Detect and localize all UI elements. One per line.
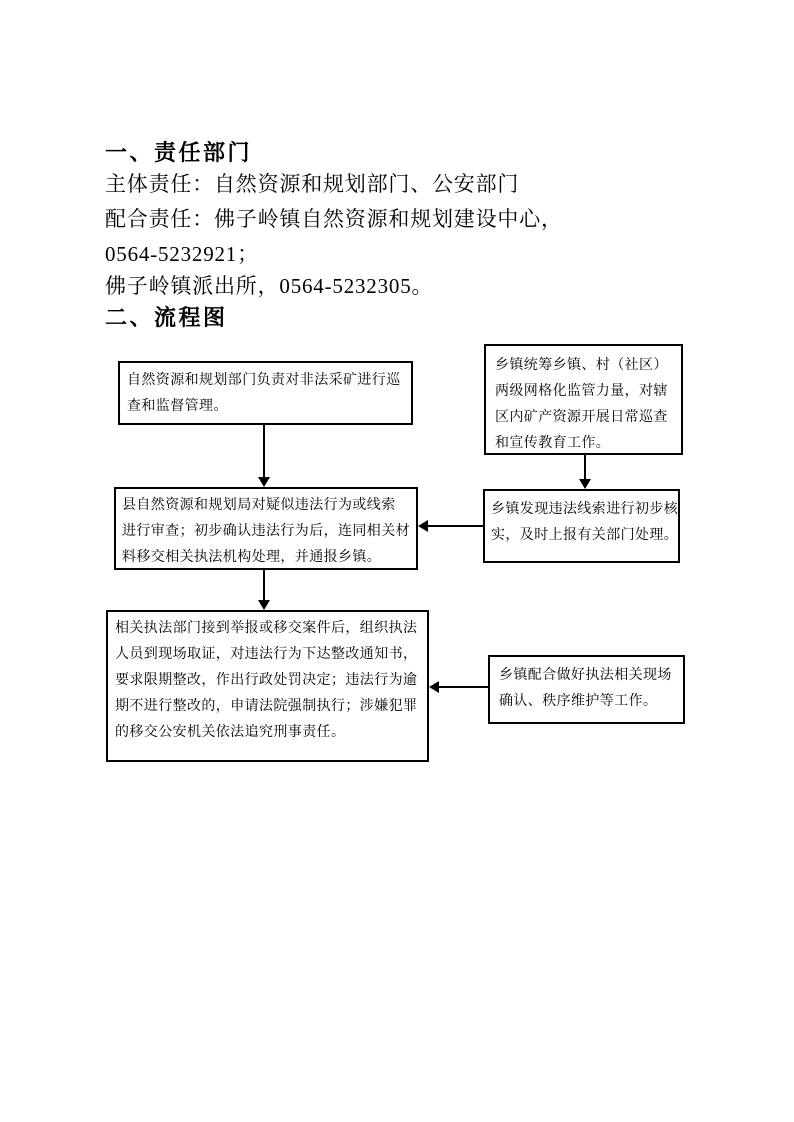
- arrow-left-icon: [429, 681, 439, 693]
- intro-line-primary-responsibility: 主体责任：自然资源和规划部门、公安部门: [105, 172, 520, 196]
- intro-line-phone-2: 佛子岭镇派出所，0564-5232305。: [105, 274, 434, 298]
- intro-line-support-responsibility: 配合责任：佛子岭镇自然资源和规划建设中心，: [105, 207, 563, 231]
- flowchart-box-township-grid-monitoring: 乡镇统筹乡镇、村（社区） 两级网格化监管力量，对辖 区内矿产资源开展日常巡查 和宣传教育工作。: [484, 344, 683, 455]
- arrow-line: [439, 686, 488, 688]
- flowchart-box-township-site-support: 乡镇配合做好执法相关现场 确认、秩序维护等工作。: [488, 655, 685, 724]
- arrow-line: [263, 425, 265, 478]
- arrow-line: [428, 525, 483, 527]
- arrow-down-icon: [258, 600, 270, 610]
- flowchart-box-patrol-supervision: 自然资源和规划部门负责对非法采矿进行巡 查和监督管理。: [118, 361, 413, 425]
- arrow-down-icon: [579, 479, 591, 489]
- arrow-line: [263, 570, 265, 601]
- flowchart-box-enforcement-action: 相关执法部门接到举报或移交案件后，组织执法 人员到现场取证，对违法行为下达整改通知书， 要求限期整改，作出行政处罚决定；违法行为逾 期不进行整改的，申请法院强制执行；涉嫌犯罪 的移交公安机关依法追究刑事责任。: [106, 610, 429, 762]
- flowchart-box-township-clue-verification: 乡镇发现违法线索进行初步核 实，及时上报有关部门处理。: [483, 489, 680, 563]
- arrow-line: [584, 455, 586, 480]
- arrow-left-icon: [418, 520, 428, 532]
- section2-heading: 二、流程图: [105, 305, 228, 330]
- section1-heading: 一、责任部门: [105, 140, 253, 165]
- flowchart-box-county-bureau-review: 县自然资源和规划局对疑似违法行为或线索 进行审查；初步确认违法行为后，连同相关材 料移交相关执法机构处理，并通报乡镇。: [114, 487, 418, 570]
- intro-line-phone-1: 0564-5232921；: [105, 242, 259, 266]
- arrow-down-icon: [258, 477, 270, 487]
